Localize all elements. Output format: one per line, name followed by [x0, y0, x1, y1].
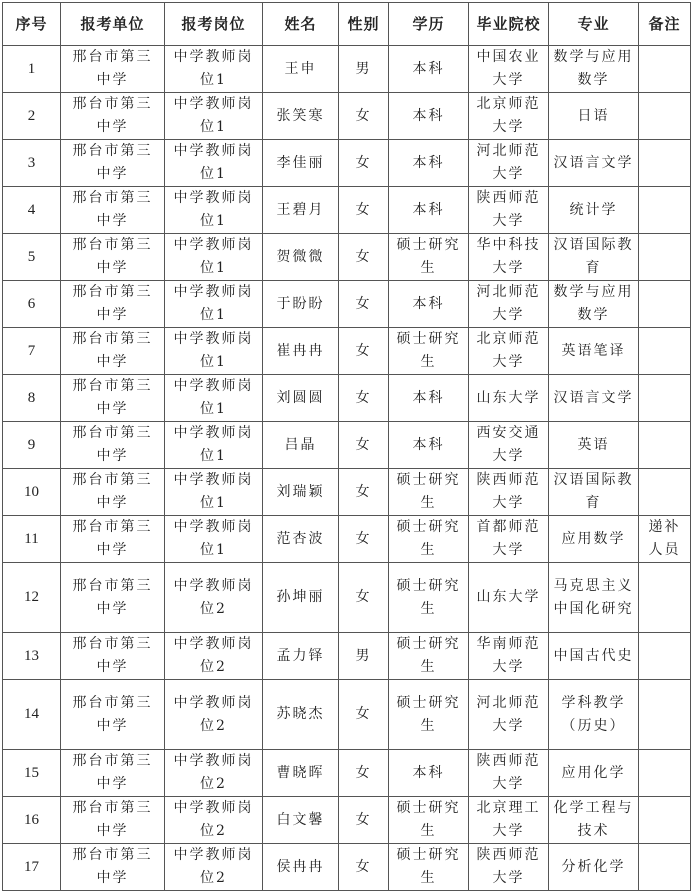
cell-name: 曹晓晖: [263, 750, 339, 797]
cell-no: 6: [3, 281, 61, 328]
cell-name: 张笑寒: [263, 93, 339, 140]
cell-unit: 邢台市第三中学: [61, 234, 165, 281]
cell-unit: 邢台市第三中学: [61, 140, 165, 187]
cell-unit: 邢台市第三中学: [61, 328, 165, 375]
cell-sex: 女: [339, 187, 389, 234]
table-body: [3, 46, 691, 891]
cell-post: 中学教师岗位2: [165, 797, 263, 844]
cell-sex: 女: [339, 422, 389, 469]
cell-name: 苏晓杰: [263, 680, 339, 750]
cell-no: 10: [3, 469, 61, 516]
cell-name: 于盼盼: [263, 281, 339, 328]
cell-sex: 女: [339, 375, 389, 422]
cell-major: 英语笔译: [549, 328, 639, 375]
cell-education: 本科: [389, 375, 469, 422]
cell-note: [639, 469, 691, 516]
cell-education: 本科: [389, 93, 469, 140]
cell-post: 中学教师岗位1: [165, 469, 263, 516]
cell-major: 化学工程与技术: [549, 797, 639, 844]
cell-education: 本科: [389, 281, 469, 328]
cell-school: 华中科技大学: [469, 234, 549, 281]
header-school: 毕业院校: [469, 3, 549, 46]
cell-no: 8: [3, 375, 61, 422]
cell-post: 中学教师岗位1: [165, 187, 263, 234]
cell-unit: 邢台市第三中学: [61, 46, 165, 93]
cell-no: 12: [3, 563, 61, 633]
cell-note: [639, 750, 691, 797]
cell-no: 17: [3, 844, 61, 891]
cell-no: 7: [3, 328, 61, 375]
cell-school: 中国农业大学: [469, 46, 549, 93]
cell-school: 北京理工大学: [469, 797, 549, 844]
table-row: [3, 516, 691, 563]
cell-post: 中学教师岗位2: [165, 563, 263, 633]
cell-no: 11: [3, 516, 61, 563]
cell-major: 马克思主义中国化研究: [549, 563, 639, 633]
cell-note: [639, 844, 691, 891]
cell-name: 范杏波: [263, 516, 339, 563]
cell-major: 数学与应用数学: [549, 281, 639, 328]
header-sex: 性别: [339, 3, 389, 46]
table-row: [3, 750, 691, 797]
cell-education: 本科: [389, 750, 469, 797]
table-row: [3, 469, 691, 516]
cell-school: 陕西师范大学: [469, 187, 549, 234]
cell-major: 中国古代史: [549, 633, 639, 680]
cell-sex: 女: [339, 680, 389, 750]
cell-major: 日语: [549, 93, 639, 140]
cell-school: 北京师范大学: [469, 328, 549, 375]
cell-education: 硕士研究生: [389, 469, 469, 516]
cell-sex: 女: [339, 234, 389, 281]
cell-unit: 邢台市第三中学: [61, 633, 165, 680]
cell-unit: 邢台市第三中学: [61, 187, 165, 234]
table-row: [3, 563, 691, 633]
cell-education: 硕士研究生: [389, 328, 469, 375]
table-row: [3, 140, 691, 187]
cell-education: 硕士研究生: [389, 844, 469, 891]
cell-post: 中学教师岗位1: [165, 375, 263, 422]
header-education: 学历: [389, 3, 469, 46]
table-row: [3, 680, 691, 750]
cell-post: 中学教师岗位1: [165, 328, 263, 375]
cell-sex: 女: [339, 844, 389, 891]
cell-post: 中学教师岗位1: [165, 93, 263, 140]
cell-major: 汉语言文学: [549, 375, 639, 422]
cell-name: 王申: [263, 46, 339, 93]
cell-education: 硕士研究生: [389, 633, 469, 680]
table-row: [3, 234, 691, 281]
cell-major: 汉语国际教育: [549, 234, 639, 281]
cell-school: 北京师范大学: [469, 93, 549, 140]
cell-major: 汉语国际教育: [549, 469, 639, 516]
cell-note: [639, 633, 691, 680]
cell-name: 李佳丽: [263, 140, 339, 187]
cell-school: 首都师范大学: [469, 516, 549, 563]
cell-school: 陕西师范大学: [469, 844, 549, 891]
cell-education: 本科: [389, 46, 469, 93]
cell-post: 中学教师岗位1: [165, 234, 263, 281]
table-row: [3, 187, 691, 234]
cell-name: 吕晶: [263, 422, 339, 469]
cell-sex: 女: [339, 563, 389, 633]
cell-school: 河北师范大学: [469, 680, 549, 750]
header-note: 备注: [639, 3, 691, 46]
cell-note: [639, 328, 691, 375]
cell-note: [639, 680, 691, 750]
cell-name: 贺微微: [263, 234, 339, 281]
cell-note: [639, 46, 691, 93]
cell-post: 中学教师岗位2: [165, 680, 263, 750]
cell-name: 刘瑞颖: [263, 469, 339, 516]
cell-unit: 邢台市第三中学: [61, 680, 165, 750]
cell-note: [639, 375, 691, 422]
cell-unit: 邢台市第三中学: [61, 469, 165, 516]
cell-unit: 邢台市第三中学: [61, 281, 165, 328]
table-row: [3, 375, 691, 422]
cell-name: 孙坤丽: [263, 563, 339, 633]
cell-no: 1: [3, 46, 61, 93]
cell-name: 王碧月: [263, 187, 339, 234]
cell-sex: 女: [339, 93, 389, 140]
cell-note: [639, 93, 691, 140]
cell-major: 数学与应用数学: [549, 46, 639, 93]
table-header-row: [3, 3, 691, 46]
cell-education: 硕士研究生: [389, 563, 469, 633]
cell-note: [639, 187, 691, 234]
cell-no: 2: [3, 93, 61, 140]
cell-unit: 邢台市第三中学: [61, 563, 165, 633]
cell-school: 河北师范大学: [469, 281, 549, 328]
cell-school: 河北师范大学: [469, 140, 549, 187]
cell-major: 学科教学（历史）: [549, 680, 639, 750]
cell-post: 中学教师岗位2: [165, 844, 263, 891]
cell-education: 本科: [389, 140, 469, 187]
header-major: 专业: [549, 3, 639, 46]
cell-name: 侯冉冉: [263, 844, 339, 891]
table-row: [3, 844, 691, 891]
cell-unit: 邢台市第三中学: [61, 750, 165, 797]
cell-unit: 邢台市第三中学: [61, 422, 165, 469]
cell-sex: 女: [339, 281, 389, 328]
cell-note: 递补人员: [639, 516, 691, 563]
table-row: [3, 422, 691, 469]
table-row: [3, 328, 691, 375]
cell-education: 硕士研究生: [389, 680, 469, 750]
cell-name: 崔冉冉: [263, 328, 339, 375]
cell-major: 英语: [549, 422, 639, 469]
cell-no: 14: [3, 680, 61, 750]
cell-school: 山东大学: [469, 375, 549, 422]
cell-no: 15: [3, 750, 61, 797]
cell-note: [639, 797, 691, 844]
cell-sex: 女: [339, 469, 389, 516]
cell-school: 西安交通大学: [469, 422, 549, 469]
cell-no: 5: [3, 234, 61, 281]
cell-education: 硕士研究生: [389, 797, 469, 844]
cell-school: 陕西师范大学: [469, 469, 549, 516]
cell-post: 中学教师岗位2: [165, 633, 263, 680]
cell-post: 中学教师岗位1: [165, 46, 263, 93]
table-row: [3, 633, 691, 680]
cell-education: 硕士研究生: [389, 516, 469, 563]
cell-post: 中学教师岗位1: [165, 281, 263, 328]
cell-post: 中学教师岗位2: [165, 750, 263, 797]
cell-sex: 男: [339, 46, 389, 93]
cell-major: 统计学: [549, 187, 639, 234]
cell-post: 中学教师岗位1: [165, 140, 263, 187]
cell-major: 汉语言文学: [549, 140, 639, 187]
cell-sex: 男: [339, 633, 389, 680]
cell-no: 4: [3, 187, 61, 234]
cell-name: 白文馨: [263, 797, 339, 844]
cell-note: [639, 281, 691, 328]
table-row: [3, 281, 691, 328]
cell-sex: 女: [339, 140, 389, 187]
cell-unit: 邢台市第三中学: [61, 375, 165, 422]
cell-education: 本科: [389, 187, 469, 234]
table-row: [3, 797, 691, 844]
cell-sex: 女: [339, 516, 389, 563]
table-row: [3, 93, 691, 140]
cell-sex: 女: [339, 328, 389, 375]
cell-unit: 邢台市第三中学: [61, 844, 165, 891]
header-post: 报考岗位: [165, 3, 263, 46]
cell-no: 9: [3, 422, 61, 469]
cell-no: 3: [3, 140, 61, 187]
cell-major: 应用化学: [549, 750, 639, 797]
cell-unit: 邢台市第三中学: [61, 797, 165, 844]
cell-major: 应用数学: [549, 516, 639, 563]
cell-name: 刘圆圆: [263, 375, 339, 422]
cell-school: 山东大学: [469, 563, 549, 633]
cell-note: [639, 422, 691, 469]
cell-sex: 女: [339, 750, 389, 797]
cell-no: 16: [3, 797, 61, 844]
cell-education: 本科: [389, 422, 469, 469]
cell-note: [639, 563, 691, 633]
cell-unit: 邢台市第三中学: [61, 93, 165, 140]
cell-post: 中学教师岗位1: [165, 422, 263, 469]
header-unit: 报考单位: [61, 3, 165, 46]
header-no: 序号: [3, 3, 61, 46]
cell-education: 硕士研究生: [389, 234, 469, 281]
cell-sex: 女: [339, 797, 389, 844]
cell-note: [639, 234, 691, 281]
table-row: [3, 46, 691, 93]
candidate-table: [2, 2, 691, 891]
cell-major: 分析化学: [549, 844, 639, 891]
cell-note: [639, 140, 691, 187]
cell-school: 华南师范大学: [469, 633, 549, 680]
header-name: 姓名: [263, 3, 339, 46]
cell-name: 孟力铎: [263, 633, 339, 680]
cell-post: 中学教师岗位1: [165, 516, 263, 563]
cell-unit: 邢台市第三中学: [61, 516, 165, 563]
cell-school: 陕西师范大学: [469, 750, 549, 797]
cell-no: 13: [3, 633, 61, 680]
